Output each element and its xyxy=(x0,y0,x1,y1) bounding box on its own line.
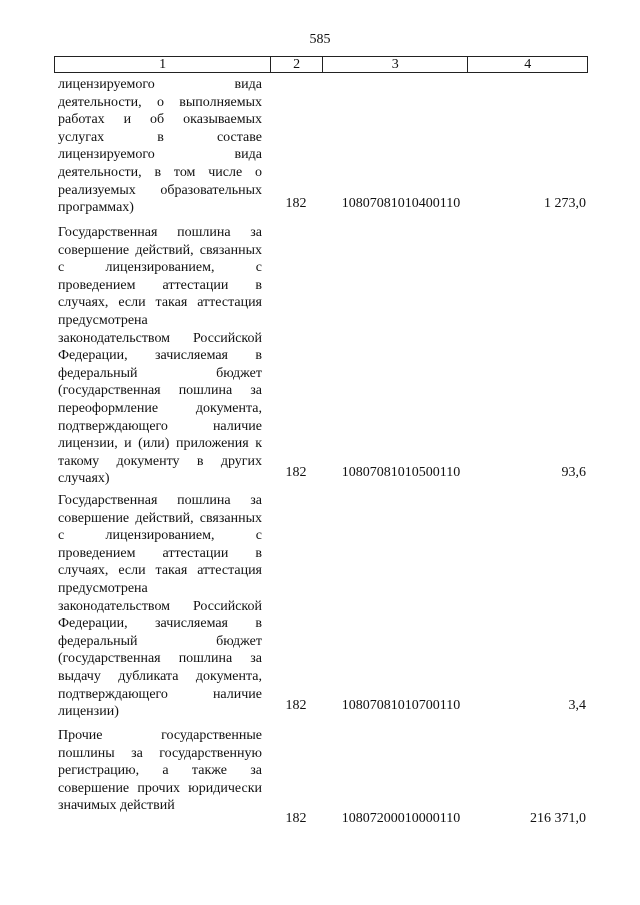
row-kbk-code: 10807081010400110 xyxy=(341,196,461,211)
row-amount: 93,6 xyxy=(561,465,586,480)
row-description: лицензируемого вида деятельности, о выполняемых работах и об оказываемых услугах в составе лицензируемого вида деятельности, в том числе о реализуемых образовательных программах) xyxy=(58,77,262,216)
table-header xyxy=(54,56,588,73)
row-description: Государственная пошлина за совершение действий, связанных с лицензированием, с проведением аттестации в случаях, если такая аттестация предусмотрена законодательством Российской Федерации, зачисляемая в федеральный бюджет (государственная пошлина за выдачу дубликата документа, подтверждающего наличие лицензии) xyxy=(58,493,262,720)
column-header-1: 1 xyxy=(159,57,167,72)
column-header-3: 3 xyxy=(322,57,467,72)
row-amount: 3,4 xyxy=(568,698,586,713)
row-kbk-code: 10807200010000110 xyxy=(341,811,461,826)
row-amount: 216 371,0 xyxy=(530,811,586,826)
row-admin-code: 182 xyxy=(285,465,307,480)
column-header-4: 4 xyxy=(467,57,587,72)
row-kbk-code: 10807081010500110 xyxy=(341,465,461,480)
column-header-2: 2 xyxy=(270,57,322,72)
row-amount: 1 273,0 xyxy=(544,196,586,211)
page-number: 585 xyxy=(309,32,331,47)
row-admin-code: 182 xyxy=(285,811,307,826)
row-admin-code: 182 xyxy=(285,698,307,713)
row-admin-code: 182 xyxy=(285,196,307,211)
row-kbk-code: 10807081010700110 xyxy=(341,698,461,713)
row-description: Государственная пошлина за совершение действий, связанных с лицензированием, с проведением аттестации в случаях, если такая аттестация предусмотрена законодательством Российской Федерации, зачисляемая в федеральный бюджет (государственная пошлина за переоформление документа, подтверждающего наличие лицензии, и (или) приложения к такому документу в других случаях) xyxy=(58,225,262,487)
row-description: Прочие государственные пошлины за государственную регистрацию, а также за совершение прочих юридически значимых действий xyxy=(58,728,262,814)
